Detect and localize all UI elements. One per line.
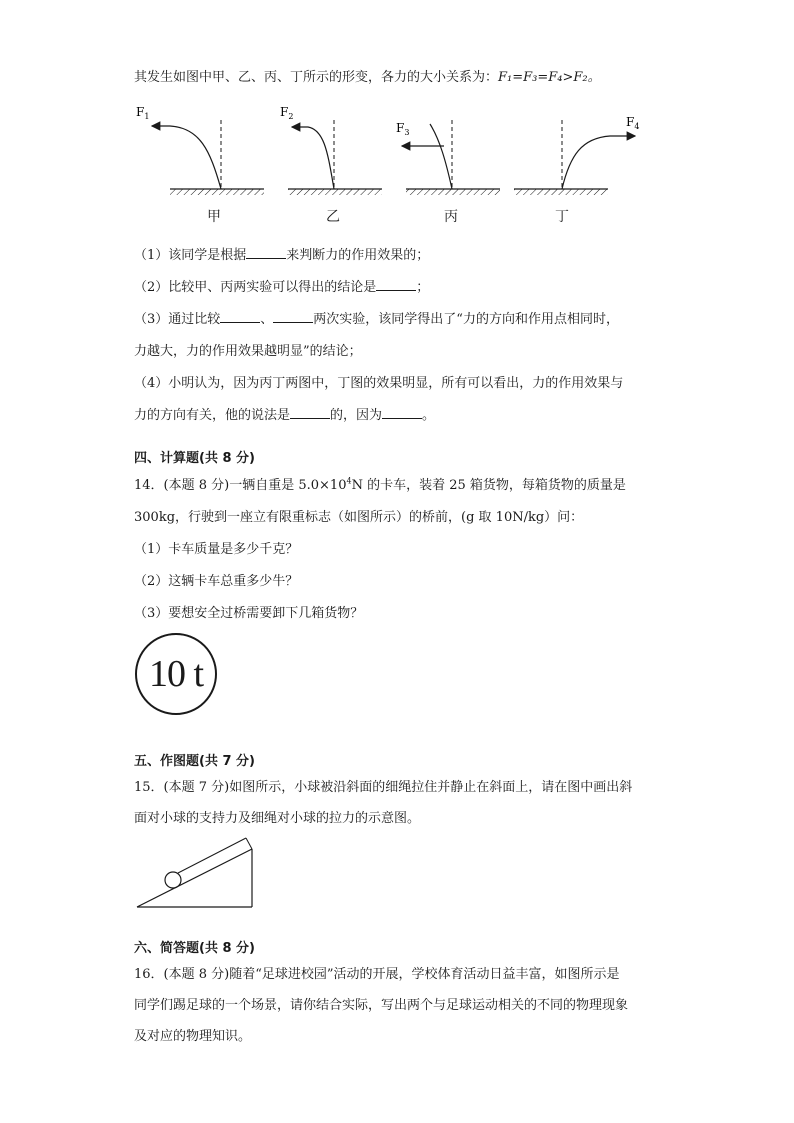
q16-line2: 同学们踢足球的一个场景，请你结合实际，写出两个与足球运动相关的不同的物理现象 [134, 998, 629, 1013]
section4-heading: 四、计算题(共 8 分) [134, 451, 255, 466]
q16-line1: 16．(本题 8 分)随着“足球进校园”活动的开展，学校体育活动日益丰富，如图所示是 [134, 967, 620, 982]
answer-blank[interactable] [220, 310, 260, 323]
q14-line2: 300kg，行驶到一座立有限重标志（如图所示）的桥前，(g 取 10N/kg）问： [134, 510, 584, 525]
panel-yi [280, 105, 382, 195]
panel-jia [136, 105, 264, 195]
q14-sub3: （3）要想安全过桥需要卸下几箱货物？ [134, 606, 364, 621]
q15-line1: 15．(本题 7 分)如图所示，小球被沿斜面的细绳拉住并静止在斜面上，请在图中画出斜 [134, 780, 633, 795]
answer-blank[interactable] [246, 246, 286, 259]
panel-bing [396, 120, 500, 195]
answer-blank[interactable] [376, 278, 416, 291]
q13-part2: （2）比较甲、丙两实验可以得出的结论是 ； [134, 280, 430, 295]
q13-part4-cont: 力的方向有关，他的说法是 的，因为 。 [134, 408, 436, 423]
ball [165, 872, 181, 888]
q16-line3: 及对应的物理知识。 [134, 1029, 252, 1044]
intro-line [134, 66, 601, 85]
q13-part3: （3）通过比较 、 两次实验，该同学得出了“力的方向和作用点相同时， [134, 312, 619, 327]
panel-label-yi: 乙 [326, 209, 340, 225]
q13-part3-cont: 力越大，力的作用效果越明显”的结论； [134, 344, 362, 359]
svg-text:F3: $F_3$ [396, 121, 410, 137]
answer-blank[interactable] [290, 406, 330, 419]
q13-part1: （1）该同学是根据 来判断力的作用效果的； [134, 248, 430, 263]
q14-sub2: （2）这辆卡车总重多少牛？ [134, 574, 299, 589]
q14-line1: 14．(本题 8 分)一辆自重是 $5.0\times 10^4N$ 的卡车，装着 25 箱货物，每箱货物的质量是 [134, 476, 626, 493]
q15-line2: 面对小球的支持力及细绳对小球的拉力的示意图。 [134, 811, 421, 826]
panel-ding [514, 115, 639, 195]
svg-text:F2: $F_2$ [280, 105, 294, 121]
panel-label-bing: 丙 [444, 209, 458, 225]
svg-text:F4: $F_4$ [626, 115, 640, 131]
answer-blank[interactable] [382, 406, 422, 419]
panel-label-jia: 甲 [207, 209, 221, 225]
q13-part4: （4）小明认为，因为丙丁两图中，丁图的效果明显，所有可以看出，力的作用效果与 [134, 376, 624, 391]
q14-sub1: （1）卡车质量是多少千克？ [134, 542, 299, 557]
incline-figure [134, 835, 259, 910]
svg-text:F1: $F_1$ [136, 105, 150, 121]
weight-limit-sign [135, 633, 217, 715]
rope [178, 838, 246, 873]
panel-label-ding: 丁 [555, 209, 569, 225]
force-relation: F₁=F₃=F₄>F₂。 [498, 70, 601, 85]
answer-blank[interactable] [273, 310, 313, 323]
section6-heading: 六、简答题(共 8 分) [134, 941, 255, 956]
intro-text: 其发生如图中甲、乙、丙、丁所示的形变，各力的大小关系为： [134, 70, 499, 85]
force-deformation-figure [130, 100, 670, 200]
weight-limit-text: 10 t [148, 653, 204, 695]
section5-heading: 五、作图题(共 7 分) [134, 754, 255, 769]
